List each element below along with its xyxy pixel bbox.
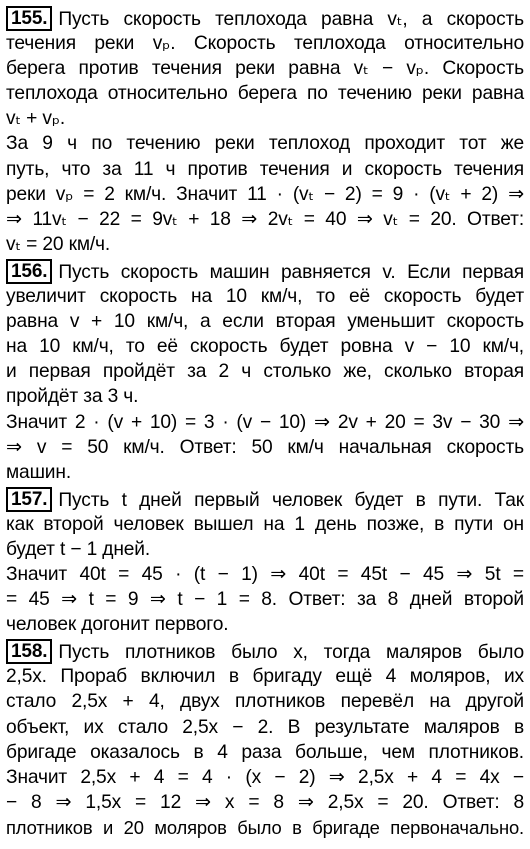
problem-155-line-2: течения реки vₚ. Скорость теплохода относительно <box>6 33 524 55</box>
problem-155-line-4: теплохода относительно берега по течению реки равна <box>6 83 524 105</box>
problem-155-line-5: vₜ + vₚ. <box>6 108 66 130</box>
problem-157-line-6: человек догонит первого. <box>6 614 229 636</box>
problem-156-line-9: машин. <box>6 461 72 483</box>
problem-157-line-2: как второй человек вышел на 1 день позже, в пути он <box>6 513 524 535</box>
problem-155-line-10: vₜ = 20 км/ч. <box>6 233 111 255</box>
problem-158-line-5: бригаде оказалось в 4 раза больше, чем плотников. <box>6 741 524 763</box>
problem-156-line-2: увеличит скорость на 10 км/ч, то её скорость будет <box>6 285 524 307</box>
problem-number-156: 156. <box>6 259 52 284</box>
problem-156-line-1: 156. Пусть скорость машин равняется v. Если первая <box>6 259 524 285</box>
problem-155-line-8: реки vₚ = 2 км/ч. Значит 11 · (vₜ − 2) = 9 · (vₜ + 2) ⇒ <box>6 183 524 205</box>
problem-158-line-7: − 8 ⇒ 1,5x = 12 ⇒ x = 8 ⇒ 2,5x = 20. Ответ: 8 <box>6 791 524 813</box>
problem-156-line-4: на 10 км/ч, то её скорость будет ровна v − 10 км/ч, <box>6 336 524 358</box>
problem-158-line-1: 158. Пусть плотников было x, тогда маляров было <box>6 639 524 665</box>
problem-158-line-3: стало 2,5x + 4, двух плотников перевёл на другой <box>6 691 524 713</box>
problem-155-line-6: За 9 ч по течению реки теплоход проходит тот же <box>6 133 524 155</box>
problem-156-line-5: и первая пройдёт за 2 ч столько же, сколько вторая <box>6 361 524 383</box>
problem-155-line-1: 155. Пусть скорость теплохода равна vₜ, а скорость <box>6 6 524 32</box>
problem-158-line-6: Значит 2,5x + 4 = 4 · (x − 2) ⇒ 2,5x + 4 = 4x − <box>6 766 524 788</box>
problem-156-line-6: пройдёт за 3 ч. <box>6 386 139 408</box>
problem-157-line-5: = 45 ⇒ t = 9 ⇒ t − 1 = 8. Ответ: за 8 дней второй <box>6 589 524 611</box>
problem-number-157: 157. <box>6 487 52 512</box>
problem-158-line-8: плотников и 20 моляров было в бригаде первоначально. <box>6 817 524 838</box>
problem-156-line-7: Значит 2 · (v + 10) = 3 · (v − 10) ⇒ 2v + 20 = 3v − 30 ⇒ <box>6 411 524 433</box>
problem-157-line-1: 157. Пусть t дней первый человек будет в пути. Так <box>6 487 524 513</box>
problem-157-line-4: Значит 40t = 45 · (t − 1) ⇒ 40t = 45t − 45 ⇒ 5t = <box>6 564 524 586</box>
problem-157-line-3: будет t − 1 дней. <box>6 538 151 560</box>
problem-155-line-7: путь, что за 11 ч против течения и скорость течения <box>6 158 524 180</box>
problem-158-line-4: объект, их стало 2,5x − 2. В результате маляров в <box>6 716 524 738</box>
problem-155-line-3: берега против течения реки равна vₜ − vₚ. Скорость <box>6 58 524 80</box>
problem-158-line-2: 2,5x. Прораб включил в бригаду ещё 4 моляров, их <box>6 666 524 688</box>
problem-156-line-3: равна v + 10 км/ч, а если вторая уменьшит скорость <box>6 311 524 333</box>
problem-156-line-8: ⇒ v = 50 км/ч. Ответ: 50 км/ч начальная скорость <box>6 436 524 458</box>
problem-number-158: 158. <box>6 639 52 664</box>
problem-155-line-9: ⇒ 11vₜ − 22 = 9vₜ + 18 ⇒ 2vₜ = 40 ⇒ vₜ = 20. Ответ: <box>6 208 524 230</box>
problem-number-155: 155. <box>6 6 52 31</box>
